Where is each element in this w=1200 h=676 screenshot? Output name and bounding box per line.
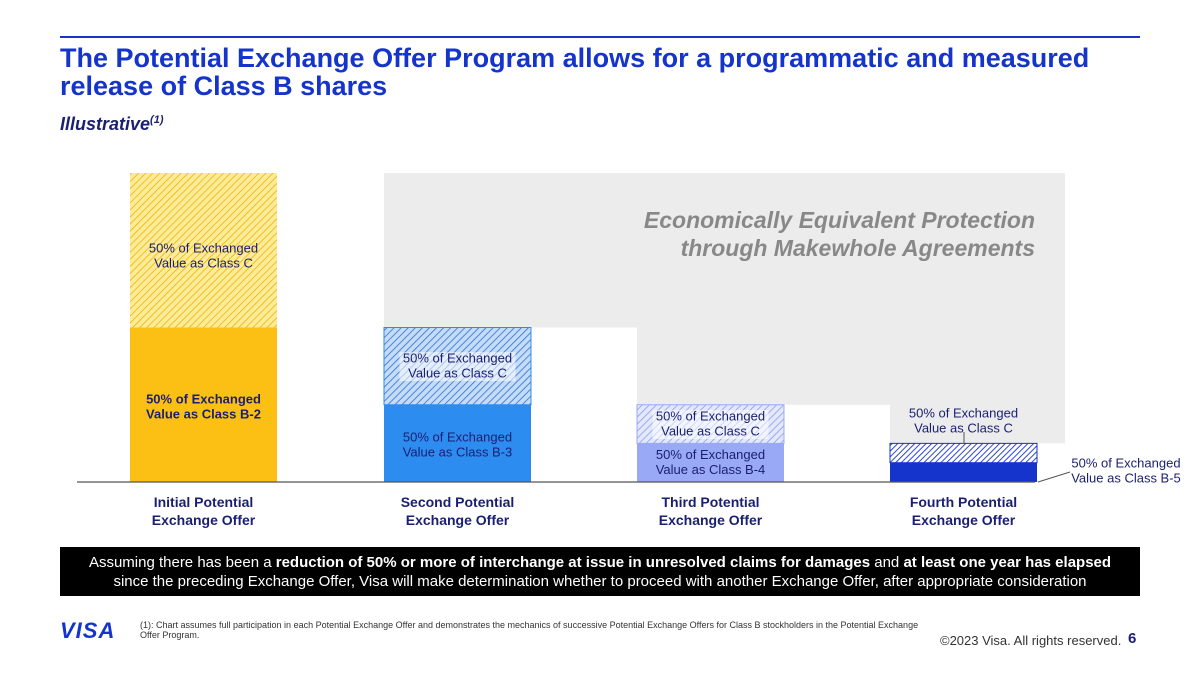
page-title: The Potential Exchange Offer Program allows for a programmatic and measured release of Class B shares <box>60 43 1090 101</box>
protection-annotation-line-1: Economically Equivalent Protection <box>643 207 1035 233</box>
category-label-4: Fourth Potential Exchange Offer <box>909 494 1018 528</box>
visa-logo: VISA <box>60 618 116 643</box>
conditions-text: Assuming there has been a reduction of 50% or more of interchange at issue in unresolved claims for damages and at least one year has elapsed since the preceding Exchange Offer, Visa will make determination whether to proceed with another Exchange Offer, after appropriate consideration <box>88 553 1112 590</box>
callout-b5-line <box>1038 472 1070 482</box>
category-label-group <box>152 494 1017 528</box>
category-label-1: Initial Potential Exchange Offer <box>151 494 256 528</box>
bar-label-class-b-1: 50% of Exchanged Value as Class B-2 <box>146 391 261 422</box>
bar-label-class-c-4: 50% of Exchanged Value as Class C <box>908 405 1019 436</box>
footnote: (1): Chart assumes full participation in each Potential Exchange Offer and demonstrates the mechanics of successive Potential Exchange Offers for Class B stockholders in the Potential Exchange Offer Program. <box>140 620 919 640</box>
subtitle-footnote-marker: (1) <box>150 114 164 126</box>
bar-label-class-c-2: 50% of Exchanged Value as Class C <box>402 350 513 381</box>
subtitle-text: Illustrative <box>60 114 151 134</box>
conditions-banner <box>60 547 1140 596</box>
category-label-3: Third Potential Exchange Offer <box>658 494 763 528</box>
bar-label-class-b-2: 50% of Exchanged Value as Class B-3 <box>402 429 513 460</box>
bar-label-class-c-1: 50% of Exchanged Value as Class C <box>148 240 259 271</box>
bar-class-c-4 <box>890 443 1037 462</box>
category-label-2: Second Potential Exchange Offer <box>400 494 515 528</box>
page-number: 6 <box>1128 630 1137 647</box>
bar-label-class-b-3: 50% of Exchanged Value as Class B-4 <box>655 447 766 478</box>
bar-label-class-c-3: 50% of Exchanged Value as Class C <box>655 408 766 439</box>
copyright: ©2023 Visa. All rights reserved. <box>940 633 1122 648</box>
bar-label-class-b-4: 50% of Exchanged Value as Class B-5 <box>1071 455 1181 486</box>
protection-annotation-line-2: through Makewhole Agreements <box>680 235 1035 261</box>
bar-class-b-4 <box>890 463 1037 482</box>
